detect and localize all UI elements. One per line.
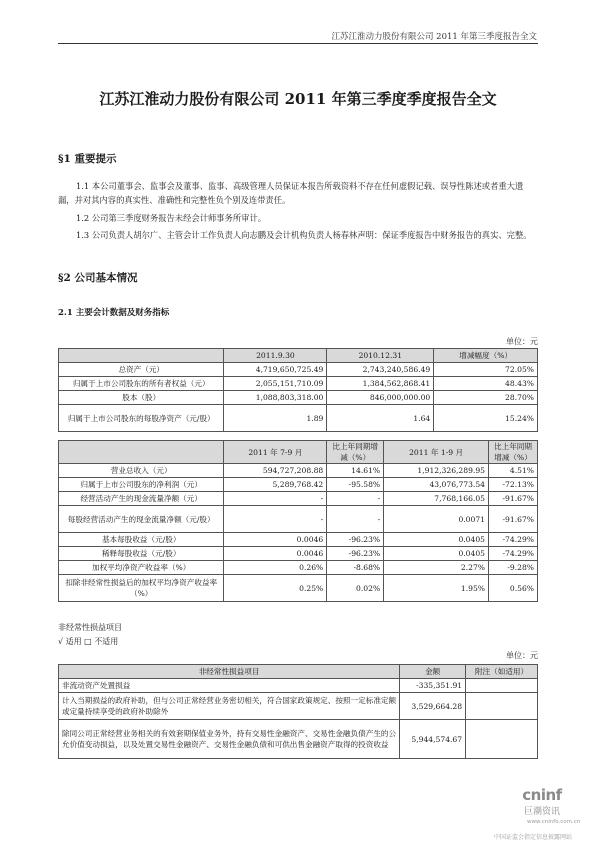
section1-paragraph-1: 1.1 本公司董事会、监事会及董事、监事、高级管理人员保证本报告所载资料不存在任何虚假记载、误导性陈述或者重大遗漏，并对其内容的真实性、准确性和完整性负个别及连带责任。 (58, 181, 524, 205)
table-cell: -96.23% (327, 547, 384, 561)
table-cell: 0.0405 (384, 547, 489, 561)
table-cell: - (327, 506, 384, 533)
table-row (59, 478, 538, 492)
financial-table-1 (58, 348, 538, 432)
table-cell: -96.23% (327, 533, 384, 547)
table-cell: 0.02% (327, 575, 384, 602)
table-cell: -91.67% (489, 492, 538, 506)
table-cell: 4.51% (489, 464, 538, 478)
table-cell: 总资产（元） (59, 363, 224, 377)
table-row (59, 533, 538, 547)
table-cell: 1,912,326,289.95 (384, 464, 489, 478)
table-cell: - (327, 492, 384, 506)
table-cell: 2011 年 7-9 月 (224, 441, 327, 464)
table-cell: 营业总收入（元） (59, 464, 224, 478)
table-cell: 计入当期损益的政府补助，但与公司正常经营业务密切相关，符合国家政策规定、按照一定标准定额或定量持续享受的政府补助除外 (59, 693, 400, 720)
cninf-brand: cninf (522, 786, 562, 804)
table-cell (59, 441, 224, 464)
table-cell: 0.0071 (384, 506, 489, 533)
table-cell: 加权平均净资产收益率（%） (59, 561, 224, 575)
table-cell: 0.0405 (384, 533, 489, 547)
cninf-brand-cn: 巨潮资讯 (523, 807, 560, 817)
table-cell: 0.0046 (224, 533, 327, 547)
table-cell: -74.29% (489, 547, 538, 561)
table-row (59, 506, 538, 533)
table-cell: 每股经营活动产生的现金流量净额（元/股） (59, 506, 224, 533)
table-cell: 0.25% (224, 575, 327, 602)
table-cell: -8.68% (327, 561, 384, 575)
table-header-row (59, 349, 538, 363)
table-cell: -9.28% (489, 561, 538, 575)
table-cell: 归属于上市公司股东的净利润（元） (59, 478, 224, 492)
table-cell: 846,000,000.00 (327, 391, 434, 405)
table-cell: 14.61% (327, 464, 384, 478)
table-cell: 附注（如适用） (466, 665, 538, 679)
table-cell: 2011.9.30 (224, 349, 327, 363)
table-cell: 非经常性损益项目 (59, 665, 400, 679)
section2-subheading: 2.1 主要会计数据及财务指标 (58, 308, 170, 318)
footer-site: 中国证监会指定信息披露网站 (494, 834, 573, 841)
table-cell: 归属于上市公司股东的所有者权益（元） (59, 377, 224, 391)
table-row (59, 363, 538, 377)
table-cell: 4,719,650,725.49 (224, 363, 327, 377)
table-cell: 比上年同期增减（%） (327, 441, 384, 464)
table-cell: -335,351.91 (400, 679, 466, 693)
table-cell: 48.43% (434, 377, 538, 391)
table-header-row (59, 441, 538, 464)
table-row (59, 405, 538, 432)
nonrecurring-label: 非经常性损益项目 (58, 623, 122, 632)
running-header: 江苏江淮动力股份有限公司 2011 年第三季度报告全文 (331, 32, 537, 42)
table-cell: 7,768,166.05 (384, 492, 489, 506)
unit-label-2: 单位：元 (506, 651, 538, 660)
table-cell: 0.0046 (224, 547, 327, 561)
table-cell: 594,727,208.88 (224, 464, 327, 478)
table-cell: 2,743,240,586.49 (327, 363, 434, 377)
table-cell: 3,529,664.28 (400, 693, 466, 720)
table-row (59, 464, 538, 478)
table-cell: 2011 年 1-9 月 (384, 441, 489, 464)
table-row (59, 575, 538, 602)
table-cell: 股本（股） (59, 391, 224, 405)
table-cell: 2,055,151,710.09 (224, 377, 327, 391)
table-cell: 5,289,768.42 (224, 478, 327, 492)
table-cell: 28.70% (434, 391, 538, 405)
financial-table-2 (58, 440, 538, 602)
applicability-checkbox-line: √ 适用 □ 不适用 (58, 637, 119, 646)
section1-paragraph-2: 1.2 公司第三季度财务报告未经会计师事务所审计。 (76, 213, 267, 223)
table-row (59, 720, 538, 759)
table-cell: 2010.12.31 (327, 349, 434, 363)
nonrecurring-table (58, 664, 538, 759)
table-cell: 1,384,562,868.41 (327, 377, 434, 391)
table-row (59, 492, 538, 506)
table-cell: 基本每股收益（元/股） (59, 533, 224, 547)
table-cell: -74.29% (489, 533, 538, 547)
section1-heading: §1 重要提示 (58, 153, 117, 165)
section2-heading: §2 公司基本情况 (58, 272, 138, 284)
table-cell: 稀释每股收益（元/股） (59, 547, 224, 561)
table-row (59, 391, 538, 405)
table-cell (466, 693, 538, 720)
table-cell: - (224, 506, 327, 533)
table-cell: 1,088,803,318.00 (224, 391, 327, 405)
table-cell (59, 349, 224, 363)
table-cell: 2.27% (384, 561, 489, 575)
table-cell (466, 720, 538, 759)
table-cell: 1.64 (327, 405, 434, 432)
table-cell: -72.13% (489, 478, 538, 492)
table-cell: 金额 (400, 665, 466, 679)
table-cell: 5,944,574.67 (400, 720, 466, 759)
table-cell: 除同公司正常经营业务相关的有效套期保值业务外，持有交易性金融资产、交易性金融负债产生的公允价值变动损益，以及处置交易性金融资产、交易性金融负债和可供出售金融资产取得的投资收益 (59, 720, 400, 759)
table-header-row (59, 665, 538, 679)
table-row (59, 547, 538, 561)
table-cell: 0.26% (224, 561, 327, 575)
cninf-logo (507, 786, 577, 817)
table-cell: 0.56% (489, 575, 538, 602)
table-cell: 归属于上市公司股东的每股净资产（元/股） (59, 405, 224, 432)
table-cell: -95.58% (327, 478, 384, 492)
table-cell: 扣除非经常性损益后的加权平均净资产收益率（%） (59, 575, 224, 602)
table-cell: 1.95% (384, 575, 489, 602)
table-cell: 43,076,773.54 (384, 478, 489, 492)
header-rule (58, 43, 538, 44)
document-title: 江苏江淮动力股份有限公司 2011 年第三季度季度报告全文 (99, 90, 497, 108)
table-row (59, 561, 538, 575)
table-cell: 增减幅度（%） (434, 349, 538, 363)
table-cell: 72.05% (434, 363, 538, 377)
table-cell: 非流动资产处置损益 (59, 679, 400, 693)
section1-paragraph-3: 1.3 公司负责人胡尔广、主管会计工作负责人向志鹏及会计机构负责人杨春林声明：保证季度报告中财务报告的真实、完整。 (76, 230, 532, 240)
table-row (59, 679, 538, 693)
table-cell: 比上年同期增减（%） (489, 441, 538, 464)
table-row (59, 693, 538, 720)
table-cell: - (224, 492, 327, 506)
table-cell: 1.89 (224, 405, 327, 432)
table-cell: -91.67% (489, 506, 538, 533)
table-cell: 15.24% (434, 405, 538, 432)
table-row (59, 377, 538, 391)
footer-url: www.cninfo.com.cn (527, 819, 581, 825)
unit-label: 单位：元 (506, 337, 538, 346)
table-cell (466, 679, 538, 693)
table-cell: 经营活动产生的现金流量净额（元） (59, 492, 224, 506)
